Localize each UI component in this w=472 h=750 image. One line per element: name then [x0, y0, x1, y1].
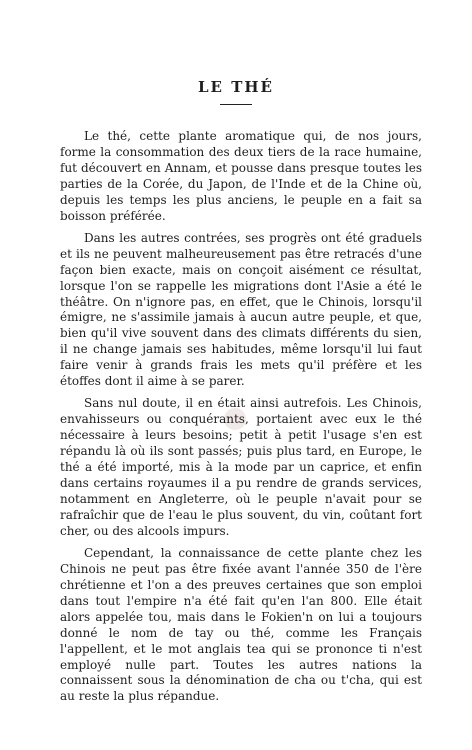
- paragraph-2: Dans les autres contrées, ses progrès ont été graduels et ils ne peuvent malheureusement pas être retracés d'une façon bien exacte, mais on conçoit aisément ce résultat, lorsque l'on se rappelle les migrations dont l'Asie a été le théâtre. On n'ignore pas, en effet, que le Chinois, lorsqu'il émigre, ne s'assimile jamais à aucun autre peuple, et que, bien qu'il vive souvent dans des climats différents du sien, il ne change jamais ses habitudes, même lorsqu'il lui faut faire venir à grands frais les mets qu'il préfère et les étoffes dont il aime à se parer.: [60, 230, 422, 389]
- chapter-title: LE THÉ: [198, 78, 274, 96]
- paragraph-3: Sans nul doute, il en était ainsi autrefois. Les Chinois, envahisseurs ou conquérants, portaient avec eux le thé nécessaire à leurs besoins; petit à petit l'usage s'en est répandu là où ils sont passés; puis plus tard, en Europe, le thé a été importé, mis à la mode par un caprice, et enfin dans certains royaumes il a pu rendre de grands services, notamment en Angleterre, où le peuple n'avait pour se rafraîchir que de l'eau le plus souvent, du vin, coûtant fort cher, ou des alcools impurs.: [60, 396, 422, 538]
- paragraph-4: Cependant, la connaissance de cette plante chez les Chinois ne peut pas être fixée avant l'année 350 de l'ère chrétienne et l'on a des preuves certaines que son emploi dans tout l'empire n'a été fait qu'en l'an 800. Elle était alors appelée tou, mais dans le Fokien'n on lui a toujours donné le nom de tay ou thé, comme les Français l'appellent, et le mot anglais tea qui se prononce ti n'est employé nulle part. Toutes les autres nations la connaissent sous la dénomination de cha ou t'cha, qui est au reste la plus répandue.: [60, 545, 422, 704]
- body-text: [60, 129, 422, 711]
- paragraph-1: Le thé, cette plante aromatique qui, de nos jours, forme la consommation des deux tiers de la race humaine, fut découvert en Annam, et pousse dans presque toutes les parties de la Corée, du Japon, de l'Inde et de la Chine où, depuis les temps les plus anciens, le peuple en a fait sa boisson préférée.: [60, 129, 422, 223]
- title-rule: [220, 104, 252, 105]
